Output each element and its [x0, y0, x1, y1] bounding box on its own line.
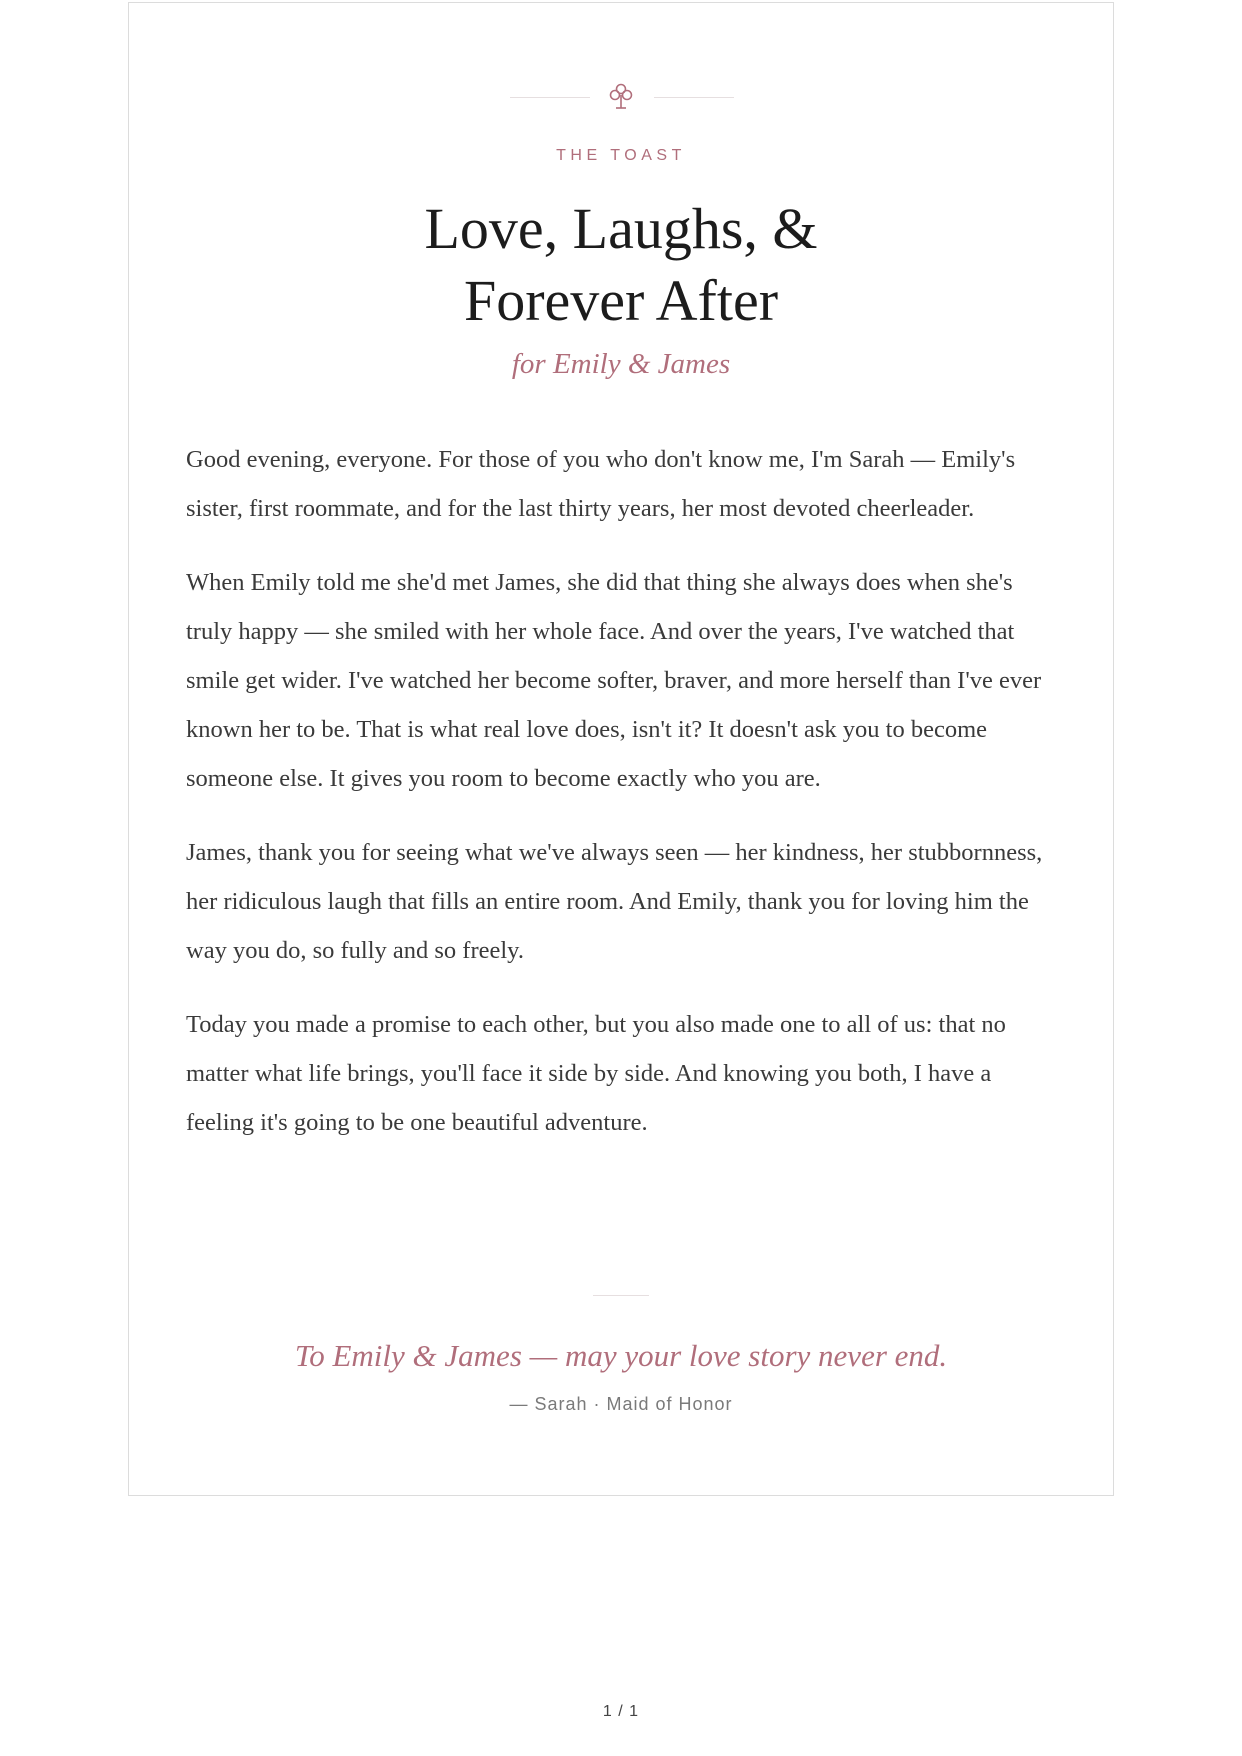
- ornament-line-right: [654, 97, 734, 98]
- header-ornament: [129, 81, 1113, 115]
- section-eyebrow: THE TOAST: [556, 147, 686, 164]
- toast-card: [128, 2, 1114, 1496]
- signature-line: — Sarah · Maid of Honor: [509, 1394, 733, 1414]
- toast-body: [186, 435, 1058, 1172]
- closing-divider: [593, 1295, 649, 1296]
- body-paragraph: Today you made a promise to each other, but you also made one to all of us: that no matter what life brings, you'll face it side by side. And knowing you both, I have a feeling it's going to be one beautiful adventure.: [186, 1011, 1006, 1136]
- body-paragraph: James, thank you for seeing what we've always seen — her kindness, her stubbornness, her ridiculous laugh that fills an entire room. And Emily, thank you for loving him the way you do, so fully and so freely.: [186, 839, 1043, 964]
- body-paragraph: When Emily told me she'd met James, she did that thing she always does when she's truly happy — she smiled with her whole face. And over the years, I've watched that smile get wider. I've watched her become softer, braver, and more herself than I've ever known her to be. That is what real love does, isn't it? It doesn't ask you to become someone else. It gives you room to become exactly who you are.: [186, 569, 1042, 792]
- page-number: 1 / 1: [602, 1703, 640, 1720]
- closing-toast: To Emily & James — may your love story never end.: [294, 1338, 948, 1373]
- body-paragraph: Good evening, everyone. For those of you who don't know me, I'm Sarah — Emily's sister, first roommate, and for the last thirty years, her most devoted cheerleader.: [186, 446, 1016, 522]
- ornament-line-left: [510, 97, 590, 98]
- flower-ornament-icon: [606, 81, 636, 113]
- title-line-1: Love, Laughs, &: [424, 196, 818, 261]
- title-line-2: Forever After: [463, 268, 779, 333]
- page-title: [129, 193, 1113, 337]
- dedication-subtitle: for Emily & James: [511, 348, 731, 380]
